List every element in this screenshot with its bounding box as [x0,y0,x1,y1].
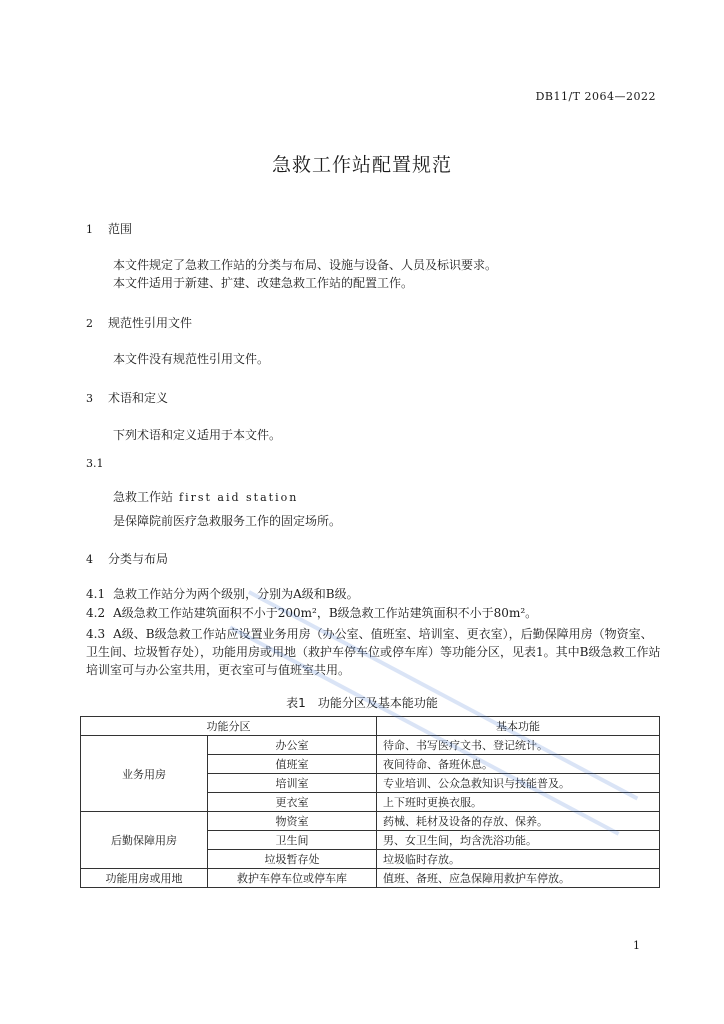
section-number: 4 [86,553,93,566]
table-cell: 办公室 [208,736,377,755]
section-4-heading [86,550,168,567]
paragraph: 本文件没有规范性引用文件。 [113,352,270,366]
section-number: 2 [86,317,93,330]
table-cell: 专业培训、公众急救知识与技能普及。 [377,774,660,793]
table-cell: 培训室 [208,774,377,793]
section-title: 规范性引用文件 [108,316,193,330]
table-cell: 男、女卫生间，均含洗浴功能。 [377,831,660,850]
section-1-heading [86,220,132,237]
table-row [81,736,660,755]
term-english: first aid station [179,491,299,504]
table-group-cell: 后勤保障用房 [81,812,208,869]
clause-text: A级急救工作站建筑面积不小于200m²，B级急救工作站建筑面积不小于80m²。 [113,606,538,620]
section-2-heading [86,314,192,331]
paragraph: 本文件适用于新建、扩建、改建急救工作站的配置工作。 [113,276,414,290]
table-cell: 卫生间 [208,831,377,850]
clause-number: 4.1 [86,587,106,601]
standard-number: DB11/T 2064—2022 [535,90,656,103]
paragraph: 下列术语和定义适用于本文件。 [113,428,282,442]
paragraph: 本文件规定了急救工作站的分类与布局、设施与设备、人员及标识要求。 [113,258,498,272]
table-caption-number: 表1 [286,696,306,710]
table-row [81,869,660,888]
clause-4-3 [86,625,661,679]
table-cell: 夜间待命、备班休息。 [377,755,660,774]
section-number: 3 [86,392,93,405]
section-title: 术语和定义 [108,391,169,405]
function-table [80,716,660,888]
table-cell: 值班室 [208,755,377,774]
table-cell: 更衣室 [208,793,377,812]
table-caption-title: 功能分区及基本能功能 [317,696,438,710]
term-entry [113,488,298,505]
table-header-cell: 功能分区 [81,717,377,736]
section-title: 分类与布局 [108,552,169,566]
table-header-cell: 基本功能 [377,717,660,736]
table-group-cell: 功能用房或用地 [81,869,208,888]
document-title: 急救工作站配置规范 [271,154,452,176]
table-caption [0,694,724,711]
clause-4-2 [86,604,661,622]
clause-text: A级、B级急救工作站应设置业务用房（办公室、值班室、培训室、更衣室），后勤保障用房（物资室、卫生间、垃圾暂存处），功能用房或用地（救护车停车位或停车库）等功能分区，见表1。其中B级急救工作站培训室可与办公室共用，更衣室可与值班室共用。 [86,627,661,677]
table-group-cell: 业务用房 [81,736,208,812]
table-cell: 救护车停车位或停车库 [208,869,377,888]
term-chinese: 急救工作站 [113,490,174,504]
section-title: 范围 [108,222,133,236]
section-3-heading [86,389,168,406]
term-definition: 是保障院前医疗急救服务工作的固定场所。 [113,514,342,528]
section-number: 1 [86,223,93,236]
table-cell: 值班、备班、应急保障用救护车停放。 [377,869,660,888]
table-cell: 上下班时更换衣服。 [377,793,660,812]
table-cell: 物资室 [208,812,377,831]
table-row [81,812,660,831]
clause-4-1 [86,585,661,603]
table-cell: 垃圾暂存处 [208,850,377,869]
clause-number: 4.2 [86,606,106,620]
table-cell: 垃圾临时存放。 [377,850,660,869]
term-number: 3.1 [86,457,104,470]
table-cell: 待命、书写医疗文书、登记统计。 [377,736,660,755]
page-number: 1 [633,939,640,952]
clause-text: 急救工作站分为两个级别，分别为A级和B级。 [113,587,359,601]
table-cell: 药械、耗材及设备的存放、保养。 [377,812,660,831]
clause-number: 4.3 [86,627,106,641]
table-header-row [81,717,660,736]
